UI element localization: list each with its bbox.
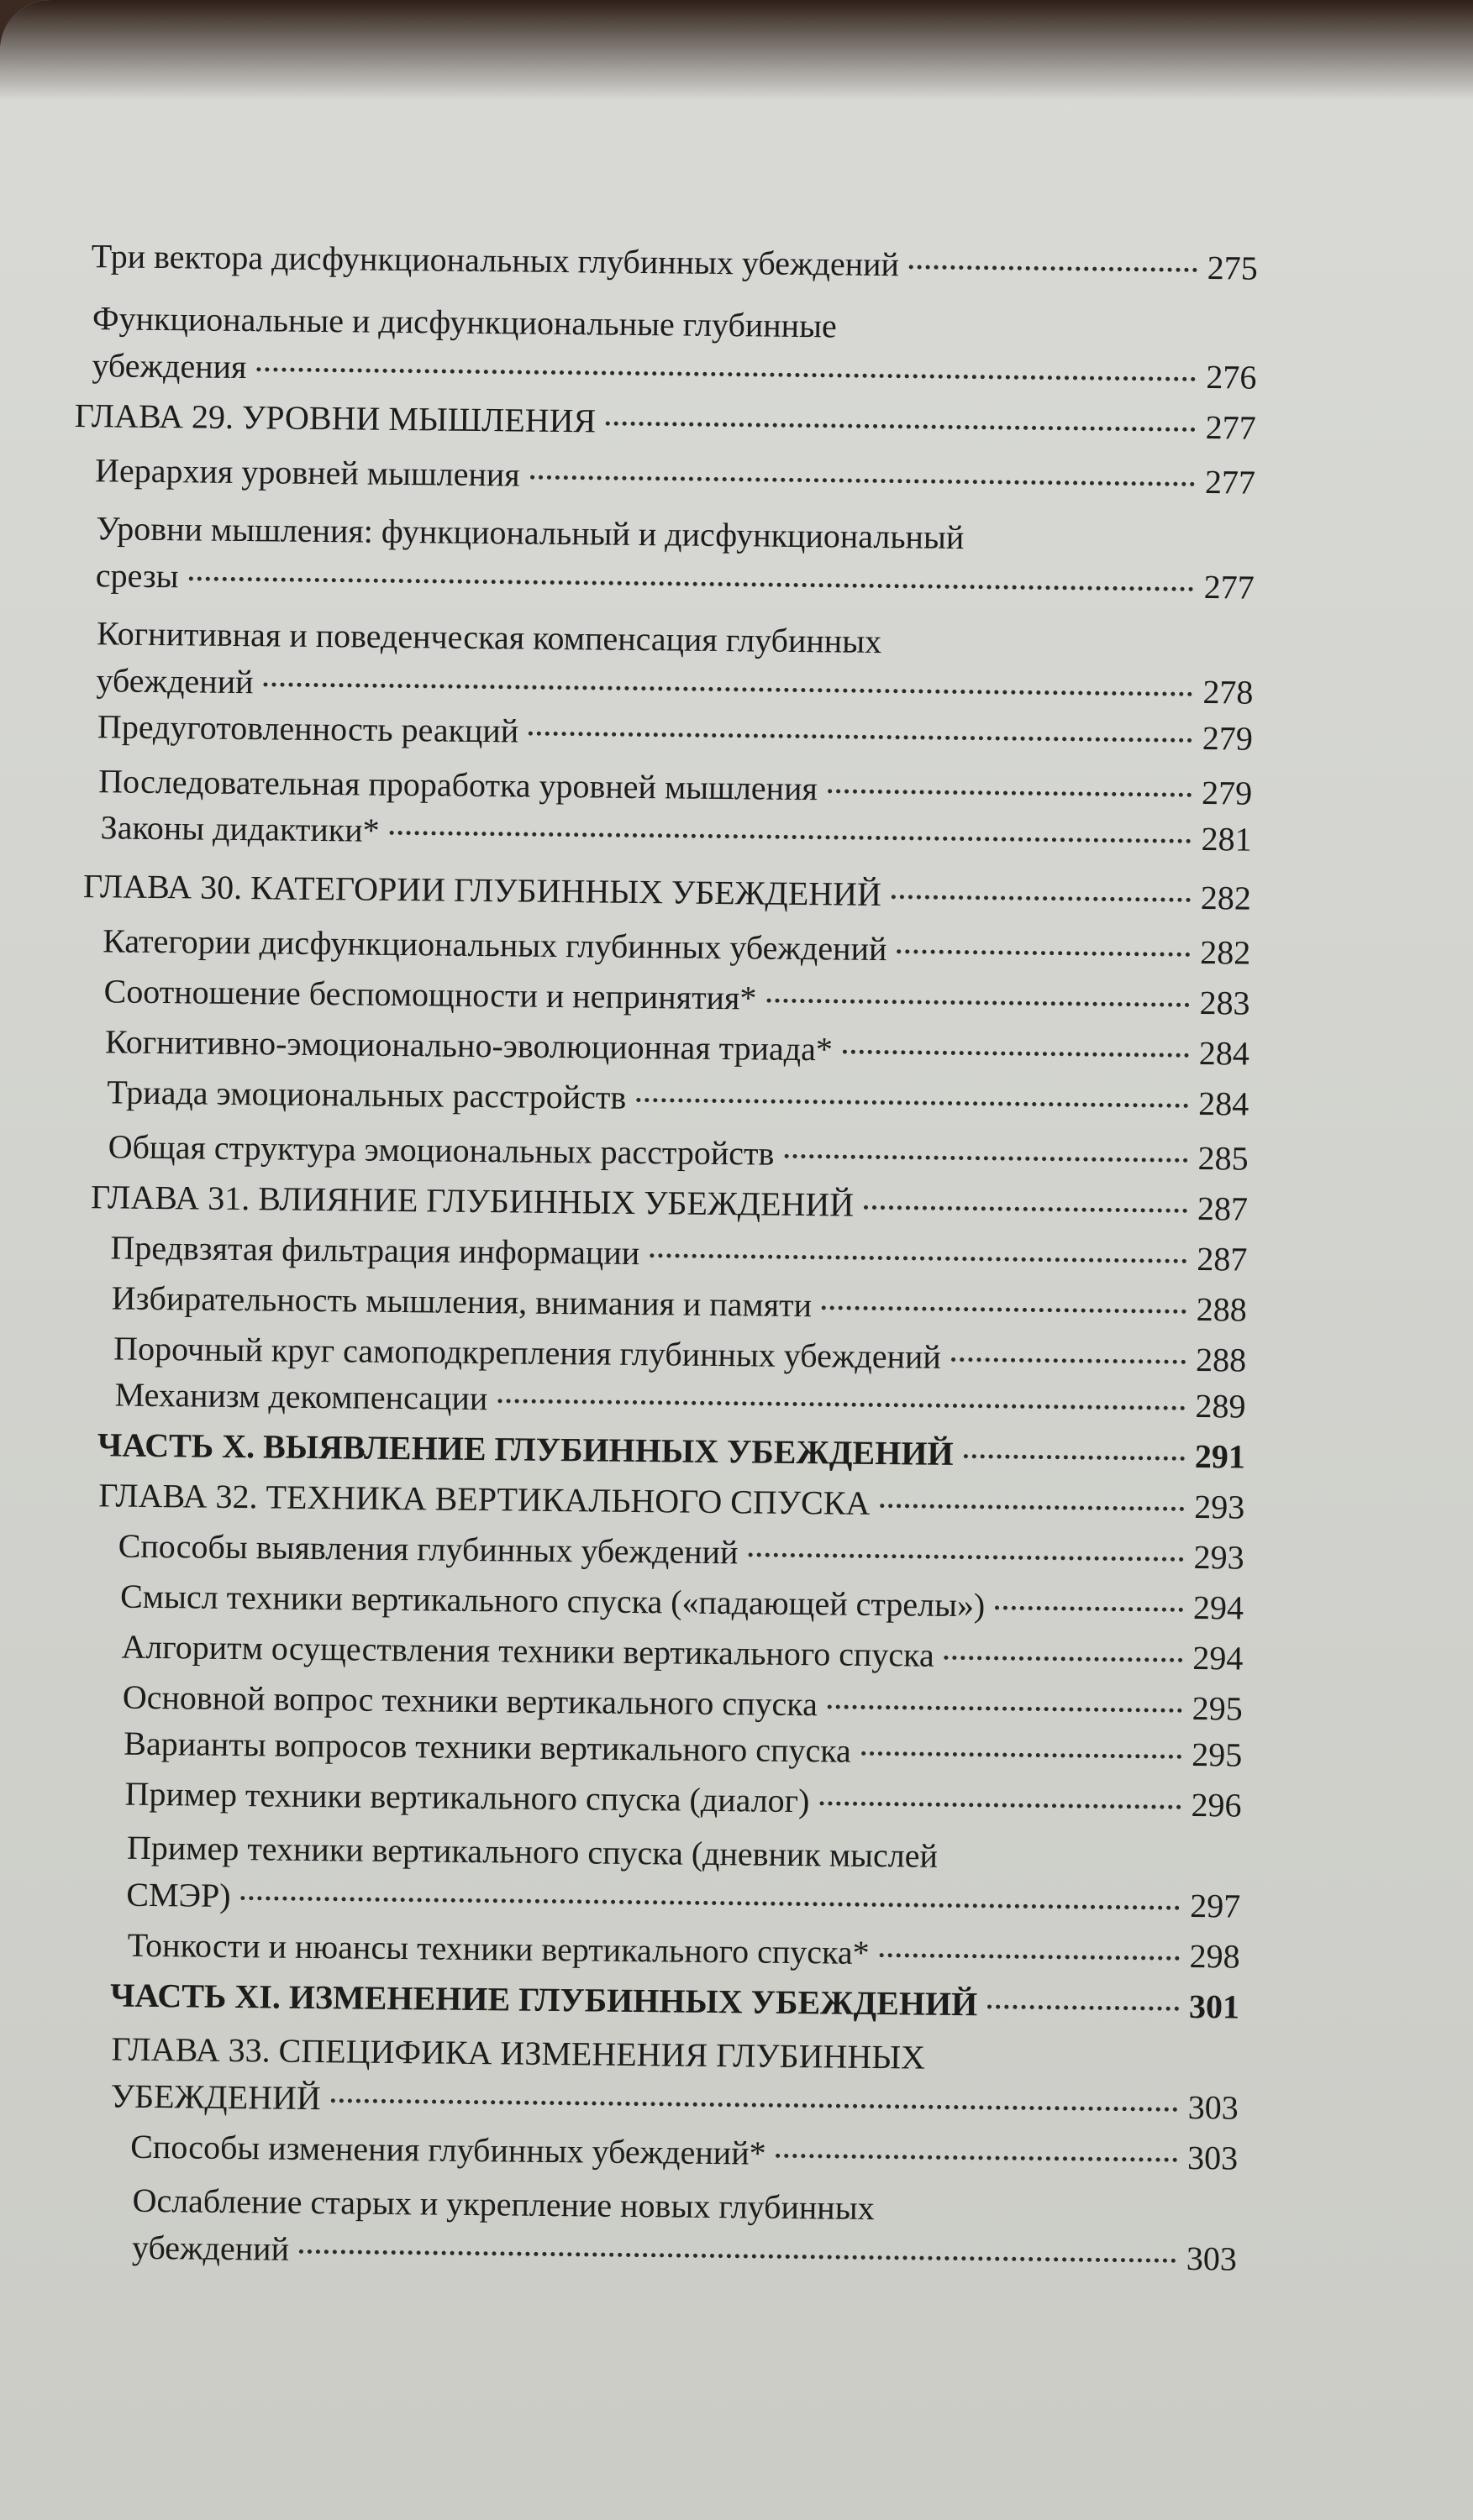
- page-number: 291: [1194, 1436, 1246, 1476]
- dot-leader: [650, 1253, 1186, 1263]
- dot-leader: [909, 265, 1197, 272]
- toc-label: Последовательная проработка уровней мышления: [98, 762, 818, 808]
- toc-label-continuation: СМЭР): [126, 1875, 231, 1914]
- dot-leader: [784, 1154, 1187, 1163]
- toc-label: Когнитивно-эмоционально-эволюционная триада*: [104, 1022, 834, 1068]
- toc-label-continuation: УБЕЖДЕНИЙ: [110, 2076, 322, 2118]
- toc-label-continuation: убеждения: [92, 346, 247, 386]
- toc-entry: [132, 2177, 1238, 2283]
- page-number: 294: [1192, 1588, 1244, 1627]
- toc-label: Тонкости и нюансы техники вертикального спуска*: [127, 1925, 870, 1971]
- toc-entry: [123, 1677, 1243, 1730]
- toc-label: Варианты вопросов техники вертикального спуска: [124, 1724, 852, 1770]
- page-number: 303: [1186, 2239, 1238, 2278]
- toc-label: Три вектора дисфункциональных глубинных убеждений: [91, 237, 900, 284]
- toc-entry: [98, 761, 1252, 813]
- dot-leader: [256, 367, 1196, 381]
- toc-label: ГЛАВА 32. ТЕХНИКА ВЕРТИКАЛЬНОГО СПУСКА: [98, 1476, 871, 1522]
- page-number: 287: [1197, 1189, 1249, 1228]
- dot-leader: [897, 949, 1190, 957]
- dot-leader: [497, 1399, 1185, 1410]
- page-number: 277: [1203, 568, 1255, 606]
- toc-entry: [108, 1126, 1248, 1179]
- page-number: 279: [1201, 774, 1253, 812]
- page-number: 289: [1195, 1386, 1246, 1425]
- toc-label: Когнитивная и поведенческая компенсация глубинных: [96, 614, 882, 661]
- page-number: 296: [1191, 1785, 1242, 1824]
- toc-label: Ослабление старых и укрепление новых глубинных: [132, 2181, 875, 2228]
- toc-label: Уровни мышления: функциональный и дисфункциональный: [96, 509, 965, 557]
- dot-leader: [766, 999, 1189, 1007]
- dot-leader: [748, 1552, 1183, 1561]
- dot-leader: [822, 1305, 1186, 1314]
- toc-entry: [126, 1824, 1241, 1930]
- toc-label-continuation: убеждений: [131, 2228, 290, 2268]
- page-number: 295: [1191, 1735, 1243, 1774]
- dot-leader: [880, 1953, 1180, 1961]
- toc-entry: [128, 1925, 1240, 1977]
- toc-label: Триада эмоциональных расстройств: [107, 1073, 627, 1116]
- toc-label-continuation: срезы: [95, 556, 179, 596]
- dot-leader: [828, 789, 1192, 797]
- page-number: 303: [1186, 2138, 1239, 2177]
- toc-label: Предуготовленность реакций: [97, 707, 519, 750]
- page-number: 287: [1197, 1239, 1248, 1278]
- page-number: 276: [1206, 358, 1257, 396]
- page-number: 279: [1202, 719, 1254, 758]
- toc-entry: [124, 1724, 1242, 1776]
- toc-label: ГЛАВА 33. СПЕЦИФИКА ИЗМЕНЕНИЯ ГЛУБИННЫХ: [111, 2029, 926, 2076]
- page-number: 275: [1207, 249, 1258, 287]
- toc-chapter: [111, 2026, 1239, 2132]
- toc-label-continuation: убеждений: [96, 661, 254, 701]
- dot-leader: [530, 475, 1195, 486]
- toc-label: ЧАСТЬ X. ВЫЯВЛЕНИЕ ГЛУБИННЫХ УБЕЖДЕНИЙ: [97, 1425, 954, 1473]
- toc-entry: [95, 450, 1255, 502]
- toc-entry: [96, 610, 1254, 716]
- page-number: 301: [1188, 1987, 1240, 2026]
- toc-label: Предвзятая фильтрация информации: [110, 1228, 640, 1273]
- dot-leader: [951, 1357, 1186, 1364]
- dot-leader: [606, 422, 1196, 432]
- dot-leader: [995, 1606, 1183, 1612]
- page-number: 293: [1193, 1537, 1244, 1577]
- toc-label: Порочный круг самоподкрепления глубинных убеждений: [113, 1329, 942, 1376]
- dot-leader: [843, 1050, 1189, 1058]
- toc-entry: [124, 1774, 1241, 1826]
- page-number: 278: [1202, 673, 1254, 711]
- toc-label: ЧАСТЬ XI. ИЗМЕНЕНИЕ ГЛУБИННЫХ УБЕЖДЕНИЙ: [109, 1976, 978, 2024]
- dot-leader: [819, 1801, 1181, 1809]
- dot-leader: [188, 576, 1193, 591]
- toc-label: Иерархия уровней мышления: [94, 451, 520, 494]
- page-number: 288: [1196, 1289, 1247, 1329]
- toc-entry: [107, 1072, 1249, 1124]
- page-number: 297: [1190, 1886, 1241, 1925]
- toc-label: ГЛАВА 30. КАТЕГОРИИ ГЛУБИННЫХ УБЕЖДЕНИЙ: [82, 867, 882, 914]
- toc-part: [97, 1425, 1245, 1477]
- toc-entry: [96, 505, 1255, 611]
- dot-leader: [241, 1896, 1181, 1910]
- dot-leader: [776, 2154, 1178, 2162]
- toc-entry: [113, 1329, 1246, 1381]
- toc-entry: [120, 1577, 1244, 1629]
- toc-label: Пример техники вертикального спуска (дневник мыслей: [126, 1828, 939, 1875]
- toc-entry: [92, 236, 1258, 289]
- page-number: 294: [1192, 1638, 1244, 1677]
- toc-label: Избирательность мышления, внимания и памяти: [111, 1278, 813, 1325]
- toc-label: ГЛАВА 29. УРОВНИ МЫШЛЕНИЯ: [74, 396, 597, 440]
- dot-leader: [263, 682, 1192, 696]
- page-number: 284: [1198, 1084, 1249, 1123]
- toc-chapter: [75, 396, 1256, 449]
- toc-chapter: [83, 866, 1251, 919]
- toc-label: Основной вопрос техники вертикального спуска: [122, 1677, 818, 1724]
- dot-leader: [864, 1205, 1187, 1213]
- toc-part: [110, 1976, 1239, 2028]
- toc-label: Общая структура эмоциональных расстройств: [108, 1127, 775, 1173]
- toc-entry: [118, 1526, 1244, 1578]
- toc-label: Категории дисфункциональных глубинных убеждений: [103, 921, 887, 969]
- dot-leader: [964, 1454, 1185, 1461]
- page-number: 293: [1194, 1487, 1245, 1526]
- toc-entry: [130, 2127, 1238, 2179]
- toc-label: Соотношение беспомощности и непринятия*: [103, 972, 757, 1017]
- page-number: 277: [1204, 463, 1256, 501]
- toc-label: Пример техники вертикального спуска (диалог): [124, 1774, 810, 1820]
- toc-label: Способы выявления глубинных убеждений: [118, 1526, 739, 1572]
- toc-label: ГЛАВА 31. ВЛИЯНИЕ ГЛУБИННЫХ УБЕЖДЕНИЙ: [90, 1178, 855, 1224]
- toc-entry: [103, 921, 1250, 973]
- toc-entry: [103, 971, 1249, 1023]
- page-number: 298: [1189, 1936, 1240, 1976]
- dot-leader: [987, 2004, 1179, 2010]
- page-number: 283: [1199, 984, 1250, 1022]
- toc-chapter: [98, 1475, 1244, 1527]
- dot-leader: [331, 2098, 1178, 2112]
- toc-chapter: [91, 1177, 1248, 1229]
- page-number: 288: [1195, 1340, 1247, 1379]
- dot-leader: [880, 1504, 1184, 1511]
- dot-leader: [299, 2250, 1176, 2263]
- dot-leader: [636, 1098, 1188, 1108]
- toc-label: Способы изменения глубинных убеждений*: [130, 2127, 766, 2172]
- page-number: 303: [1187, 2087, 1239, 2127]
- dot-leader: [944, 1656, 1183, 1662]
- toc-label: Смысл техники вертикального спуска («падающей стрелы»): [119, 1577, 986, 1625]
- dot-leader: [892, 895, 1191, 902]
- toc-entry: [100, 807, 1251, 859]
- dot-leader: [861, 1751, 1181, 1759]
- dot-leader: [390, 831, 1192, 843]
- toc-entry: [114, 1375, 1245, 1427]
- toc-entry: [105, 1021, 1249, 1074]
- toc-entry: [92, 295, 1257, 402]
- dot-leader: [828, 1704, 1182, 1712]
- toc-entry: [110, 1227, 1247, 1279]
- page-number: 281: [1201, 820, 1252, 858]
- page-number: 285: [1197, 1139, 1249, 1178]
- toc-label: Функциональные и дисфункциональные глубинные: [92, 299, 837, 345]
- toc-label: Механизм декомпенсации: [114, 1375, 488, 1418]
- toc-entry: [121, 1627, 1243, 1679]
- page-number: 277: [1205, 408, 1256, 447]
- toc-label: Алгоритм осуществления техники вертикального спуска: [121, 1627, 934, 1674]
- dot-leader: [529, 732, 1192, 743]
- toc-label: Законы дидактики*: [100, 808, 380, 849]
- page-number: 295: [1192, 1688, 1244, 1728]
- page-number: 282: [1199, 933, 1251, 972]
- toc-entry: [97, 706, 1253, 759]
- toc-entry: [112, 1278, 1247, 1330]
- page-number: 282: [1200, 879, 1252, 917]
- page-number: 284: [1198, 1034, 1250, 1073]
